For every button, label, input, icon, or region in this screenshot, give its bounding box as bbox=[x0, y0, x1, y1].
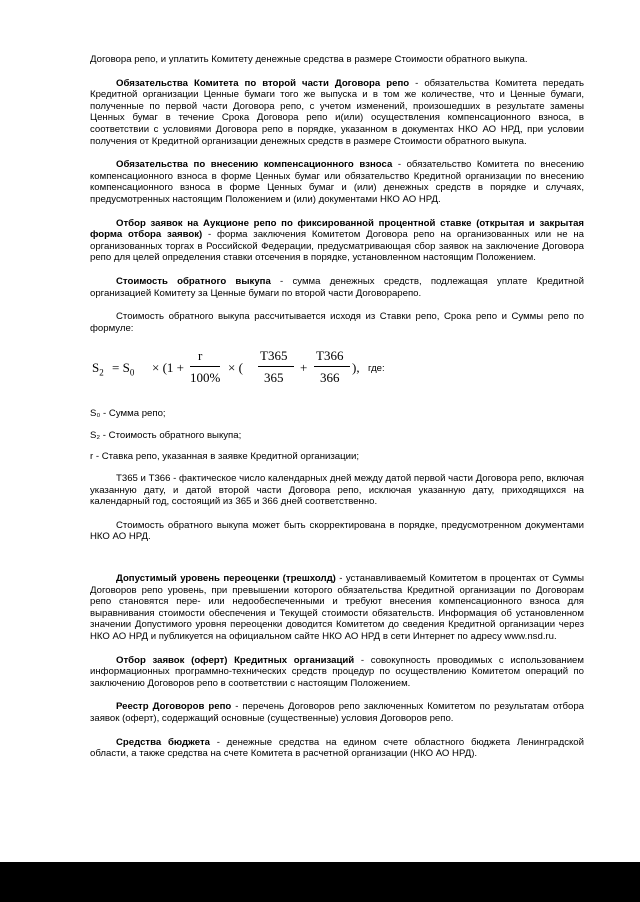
definition-offer-selection bbox=[90, 655, 584, 690]
term: Обязательства Комитета по второй части Договора репо bbox=[116, 77, 410, 89]
definition-text: - перечень Договоров репо заключенных Комитетом по результатам отбора заявок (оферт), содержащий основные (существенные) условия Договоров репо. bbox=[90, 701, 585, 724]
formula-close: ), bbox=[352, 360, 360, 376]
paragraph-continuation: Договора репо, и уплатить Комитету денежные средства в размере Стоимости обратного выкупа. bbox=[90, 54, 528, 65]
definition-budget-funds bbox=[90, 737, 584, 760]
formula-t365-numerator: T365 bbox=[260, 348, 288, 364]
definition-text: - сумма денежных средств, подлежащая уплате Кредитной организацией Комитету за Ценные бумаги по второй части Договорарепо. bbox=[90, 275, 584, 299]
fraction-line bbox=[190, 366, 220, 367]
fraction-line bbox=[314, 366, 350, 367]
formula-suffix: где: bbox=[368, 363, 385, 375]
term: Отбор заявок (оферт) Кредитных организаций bbox=[116, 654, 355, 666]
term: Средства бюджета bbox=[116, 736, 210, 748]
definition-threshold bbox=[90, 573, 584, 643]
formula-lhs: $S_2$ bbox=[92, 360, 104, 378]
document-body bbox=[90, 54, 584, 772]
term: Стоимость обратного выкупа bbox=[116, 275, 271, 287]
formula-intro: Стоимость обратного выкупа рассчитывается исходя из Ставки репо, Срока репо и Суммы репо по формуле: bbox=[90, 311, 584, 334]
definition-text: - обязательство Комитета по внесению компенсационного взноса в форме Ценных бумаг или обязательство Кредитной организации по внесению компенсационного взноса в форме Ценных бумаг и (или) денежных средств в порядке и случаях, предусмотренных настоящим Положением и (или) документами НКО АО НРД. bbox=[90, 159, 584, 205]
term: Отбор заявок на Аукционе репо по фиксированной процентной ставке (открытая и закрытая форма отбора заявок) bbox=[90, 217, 584, 241]
formula-plus: + bbox=[300, 360, 308, 376]
formula-t366-numerator: T366 bbox=[316, 348, 344, 364]
formula-s0: = $S_0$ bbox=[112, 360, 135, 378]
scan-bottom-border bbox=[0, 862, 640, 902]
definition-committee-obligations bbox=[90, 78, 584, 148]
term: Допустимый уровень переоценки (трешхолд) bbox=[116, 573, 336, 585]
fraction-line bbox=[258, 366, 294, 367]
variable-s0: S₀ - Сумма репо; bbox=[90, 408, 166, 420]
definition-auction-selection bbox=[90, 218, 584, 264]
definition-text: - форма заключения Комитетом Договора репо на организованных или не на организованных торгах в Российской Федерации, предусматривающая сбор заявок на заключение Договора репо для целей определения ставки отсечения в порядке, установленном настоящим Положением. bbox=[90, 229, 584, 264]
definition-repo-registry bbox=[90, 701, 584, 724]
formula-times: × (1 + bbox=[152, 360, 184, 376]
formula-times-paren: × ( bbox=[228, 360, 243, 376]
definition-compensation-obligations bbox=[90, 159, 584, 205]
formula-r-denominator: 100% bbox=[190, 370, 221, 386]
definition-text: - устанавливаемый Комитетом в процентах от Суммы Договоров репо уровень, при превышении которого обязательства Кредитной организации по Договорам репо становятся пере- или недообеспеченными и требуют внесения компенсационного взноса для выравнивания стоимости обеспечения и Текущей стоимости обязательств. Информация об установленном значении Допустимого уровня переоценки доводится Комитетом до сведения Кредитной организации через НКО АО НРД и публикуется на официальном сайте НКО АО НРД в сети Интернет по адресу www.nsd.ru. bbox=[90, 573, 584, 642]
formula-t366-denominator: 366 bbox=[320, 370, 340, 386]
term: Обязательства по внесению компенсационного взноса bbox=[116, 159, 393, 171]
term: Реестр Договоров репо bbox=[116, 701, 232, 713]
repurchase-adjustment: Стоимость обратного выкупа может быть скорректирована в порядке, предусмотренном документами НКО АО НРД. bbox=[90, 519, 584, 543]
variable-r: r - Ставка репо, указанная в заявке Кредитной организации; bbox=[90, 451, 359, 463]
definition-repurchase-price bbox=[90, 276, 584, 299]
formula-r-numerator: r bbox=[198, 348, 203, 364]
formula-t365-denominator: 365 bbox=[264, 370, 284, 386]
definition-text: - обязательства Комитета передать Кредитной организации Ценные бумаги того же выпуска и в том же количестве, что и Ценные бумаги, полученные по первой части Договора репо, с учетом изменений, произошедших в результате замены Ценных бумаг в течение Срока Договора репо и(или) осуществления компенсационного взноса, в соответствии с условиями Договора репо в порядке, указанном в документах НКО АО НРД, при условии получения от Кредитной организации денежных средств в размере Стоимости обратного выкупа. bbox=[90, 77, 584, 147]
variable-s2: S₂ - Стоимость обратного выкупа; bbox=[90, 429, 242, 441]
t365-t366-definition: Т365 и Т366 - фактическое число календарных дней между датой первой части Договора репо, включая указанную дату, и датой второй части Договора репо, исключая указанную дату, приходящихся на календарный год, состоящий из 365 и 366 дней соответственно. bbox=[90, 473, 584, 508]
definition-text: - совокупность проводимых с использованием информационных программно-технических средств процедур по осуществлению Комитетом операций по заключению Договоров репо в соответствии с настоящим Положением. bbox=[90, 654, 584, 689]
repurchase-formula bbox=[90, 346, 584, 396]
definition-text: - денежные средства на едином счете областного бюджета Ленинградской области, а также средства на счете Комитета в расчетной организации (НКО АО НРД). bbox=[90, 736, 584, 760]
